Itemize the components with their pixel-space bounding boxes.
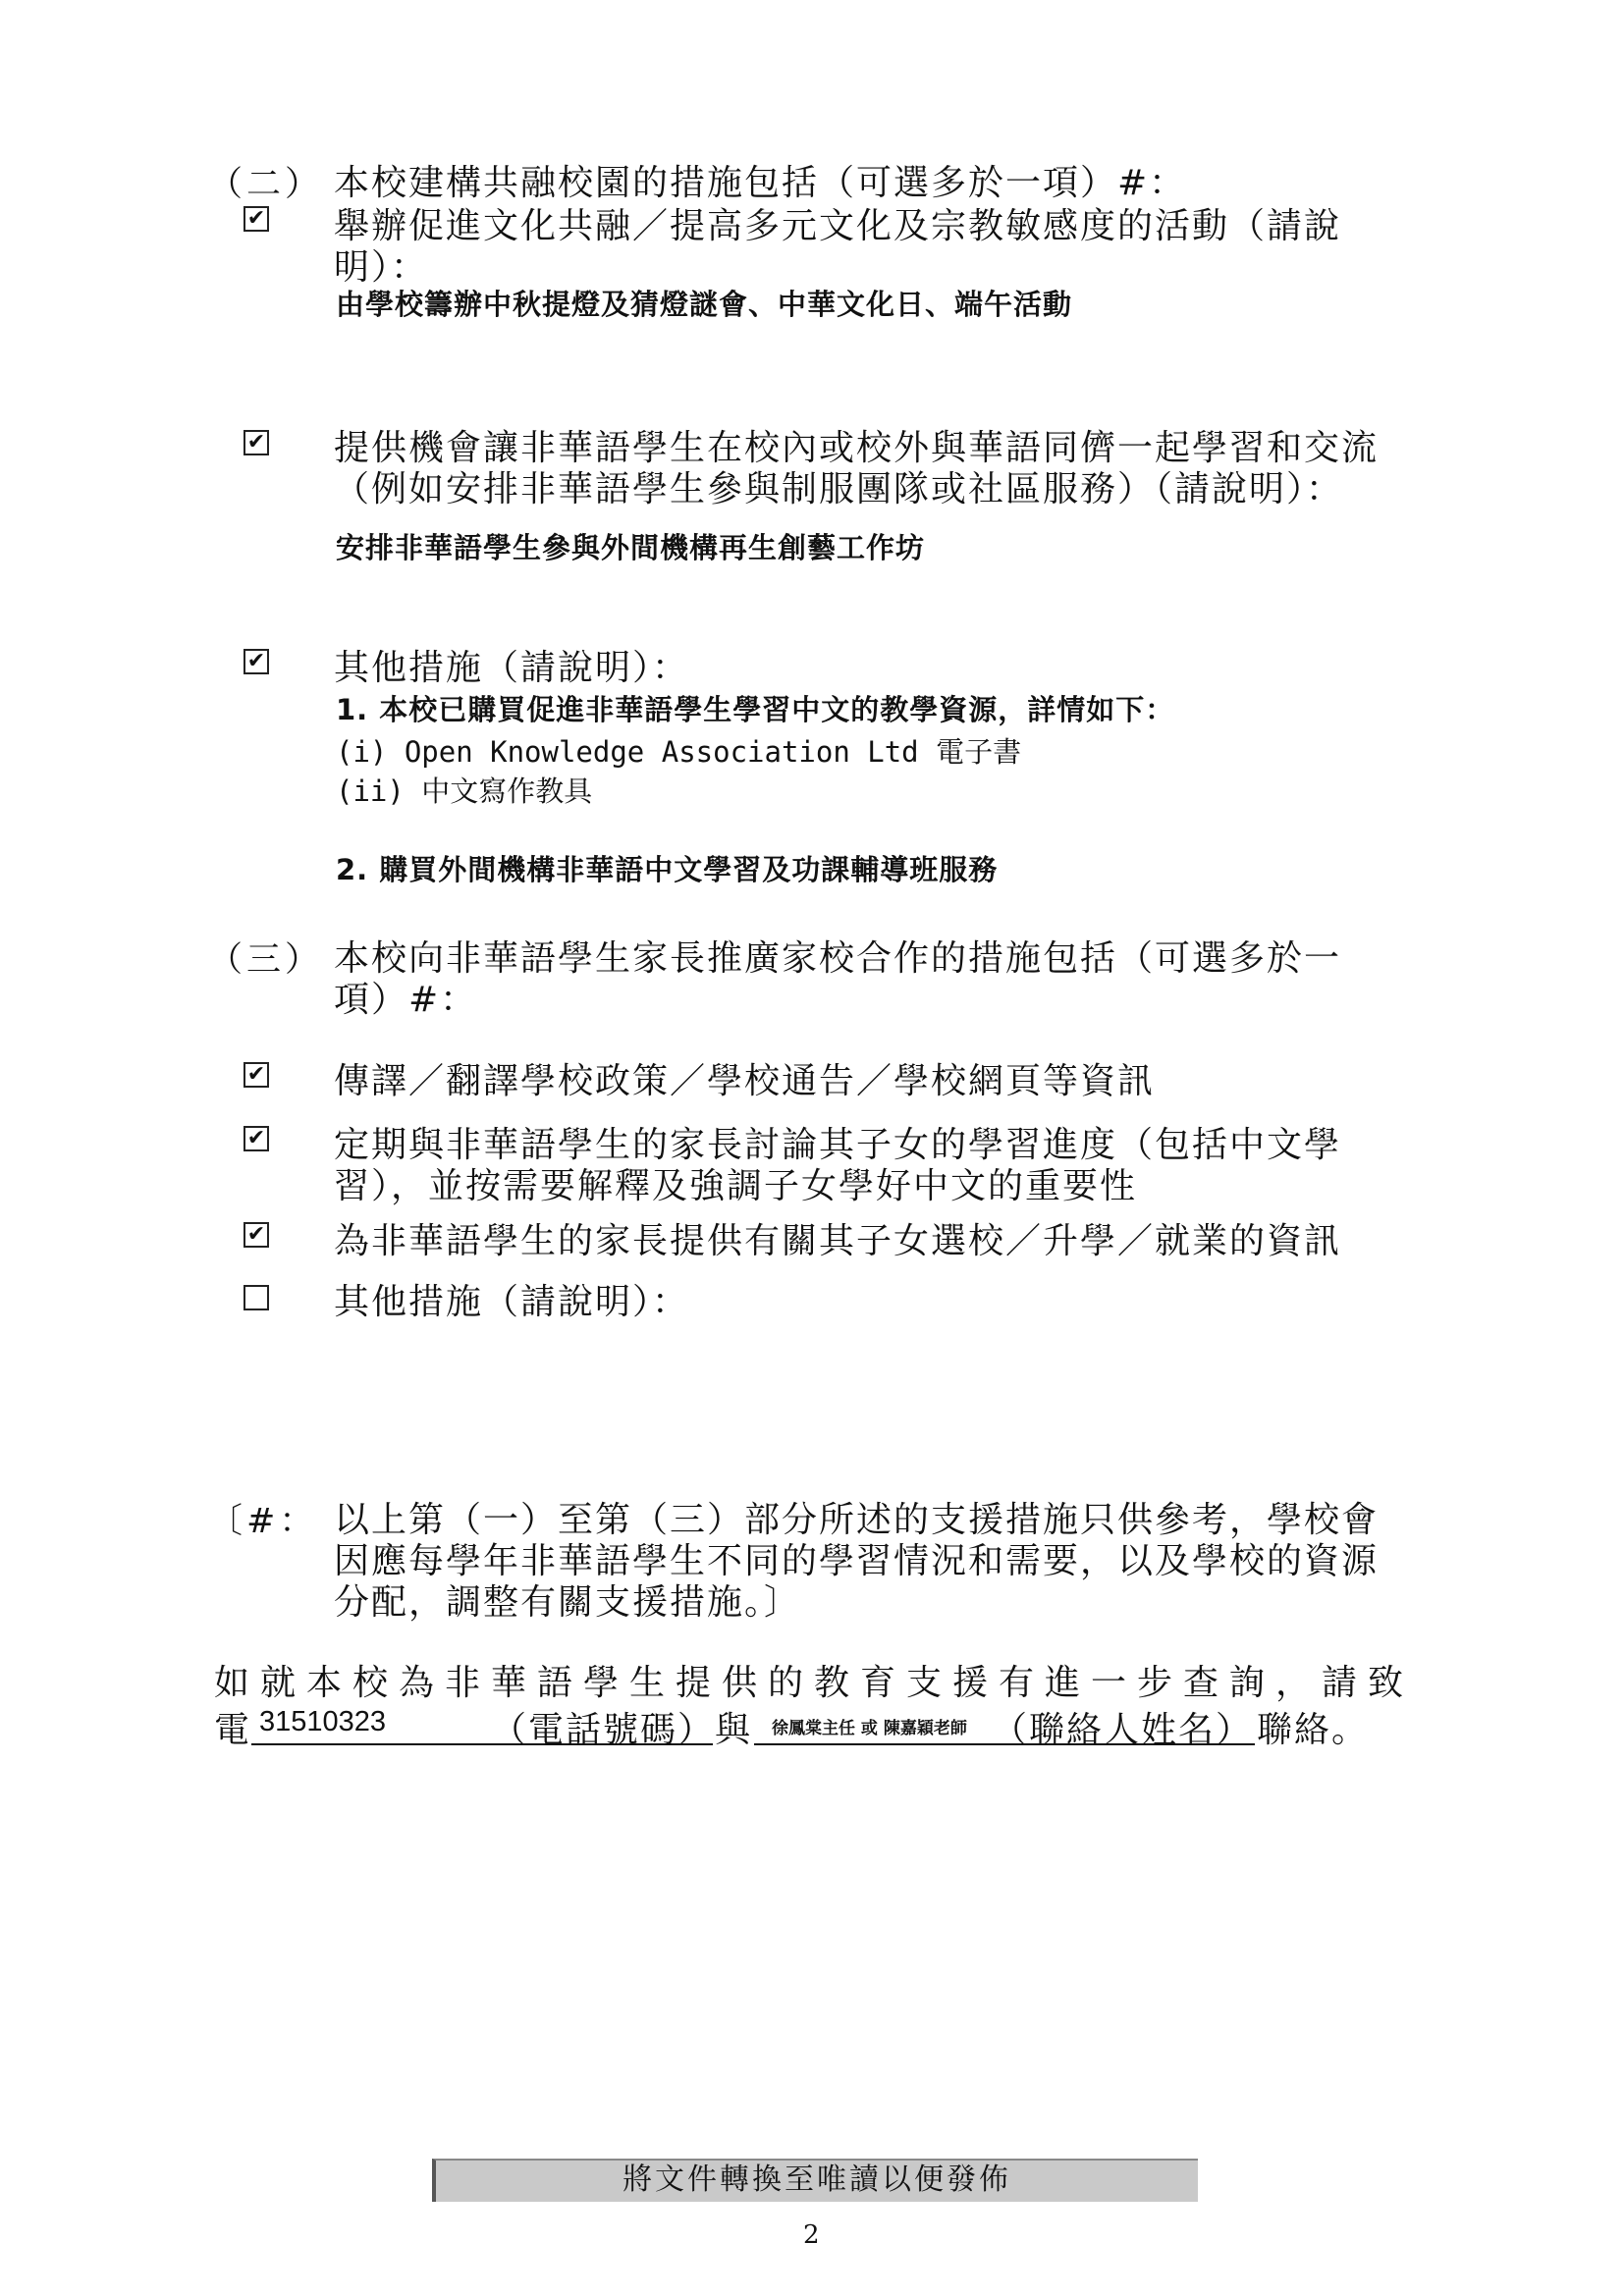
- checkbox-school-choice-info[interactable]: ✔: [244, 1222, 269, 1248]
- checkbox-peer-learning[interactable]: ✔: [244, 430, 269, 455]
- person-label: （聯絡人姓名）: [992, 1710, 1254, 1750]
- phone-label: （電話號碼）: [491, 1710, 716, 1750]
- section3-heading-line2: 項）#：: [334, 980, 478, 1020]
- note-line2: 因應每學年非華語學生不同的學習情況和需要，以及學校的資源: [334, 1541, 1380, 1581]
- section3-heading-line1: 本校向非華語學生家長推廣家校合作的措施包括（可選多於一: [334, 938, 1342, 979]
- checkbox-other-measures-s3[interactable]: [244, 1285, 269, 1310]
- note-line1: 以上第（一）至第（三）部分所述的支援措施只供參考，學校會: [334, 1500, 1380, 1540]
- item-other-measures-s2: 其他措施（請說明）：: [334, 648, 690, 688]
- checkbox-cultural-activities[interactable]: ✔: [244, 206, 269, 232]
- item-school-choice-info: 為非華語學生的家長提供有關其子女選校／升學／就業的資訊: [334, 1221, 1342, 1261]
- convert-readonly-button[interactable]: 將文件轉換至唯讀以便發佈: [432, 2159, 1198, 2202]
- contact-suffix: 聯絡。: [1257, 1710, 1370, 1750]
- checkbox-parent-discussion[interactable]: ✔: [244, 1126, 269, 1151]
- item-parent-discussion-line2: 習），並按需要解釋及強調子女學好中文的重要性: [334, 1166, 1138, 1206]
- answer-other-line2: (i) Open Knowledge Association Ltd 電子書: [336, 735, 1022, 769]
- item-cultural-activities-line2: 明）：: [334, 247, 429, 288]
- checkbox-other-measures-s2[interactable]: ✔: [244, 649, 269, 674]
- contact-with: 與: [715, 1710, 753, 1750]
- answer-peer-learning: 安排非華語學生參與外間機構再生創藝工作坊: [336, 531, 926, 564]
- answer-other-line4: 2. 購買外間機構非華語中文學習及功課輔導班服務: [336, 853, 999, 886]
- answer-other-line1: 1. 本校已購買促進非華語學生學習中文的教學資源，詳情如下：: [336, 693, 1175, 726]
- item-other-measures-s3: 其他措施（請說明）：: [334, 1282, 690, 1322]
- item-parent-discussion-line1: 定期與非華語學生的家長討論其子女的學習進度（包括中文學: [334, 1125, 1342, 1165]
- answer-cultural-activities: 由學校籌辦中秋提燈及猜燈謎會、中華文化日、端午活動: [336, 288, 1073, 321]
- checkbox-translation[interactable]: ✔: [244, 1062, 269, 1088]
- contact-line1: 如就本校為非華語學生提供的教育支援有進一步查詢，請致: [214, 1663, 1415, 1703]
- section3-label: （三）: [208, 940, 324, 980]
- item-peer-learning-line1: 提供機會讓非華語學生在校內或校外與華語同儕一起學習和交流: [334, 428, 1380, 468]
- note-label: 〔#：: [208, 1502, 318, 1541]
- item-translation: 傳譯／翻譯學校政策／學校通告／學校網頁等資訊: [334, 1061, 1156, 1101]
- note-line3: 分配，調整有關支援措施。〕: [334, 1582, 802, 1623]
- phone-number: 31510323: [259, 1706, 387, 1737]
- page-number: 2: [803, 2220, 820, 2250]
- item-cultural-activities-line1: 舉辦促進文化共融／提高多元文化及宗教敏感度的活動（請說: [334, 206, 1342, 246]
- answer-other-line3: (ii) 中文寫作教具: [336, 774, 593, 808]
- section2-label: （二）: [208, 165, 324, 204]
- contact-person: 徐鳳棠主任 或 陳嘉穎老師: [772, 1719, 967, 1738]
- contact-prefix: 電: [214, 1710, 252, 1750]
- section2-heading: 本校建構共融校園的措施包括（可選多於一項）#：: [334, 163, 1187, 203]
- item-peer-learning-line2: （例如安排非華語學生參與制服團隊或社區服務）（請說明）：: [334, 469, 1344, 509]
